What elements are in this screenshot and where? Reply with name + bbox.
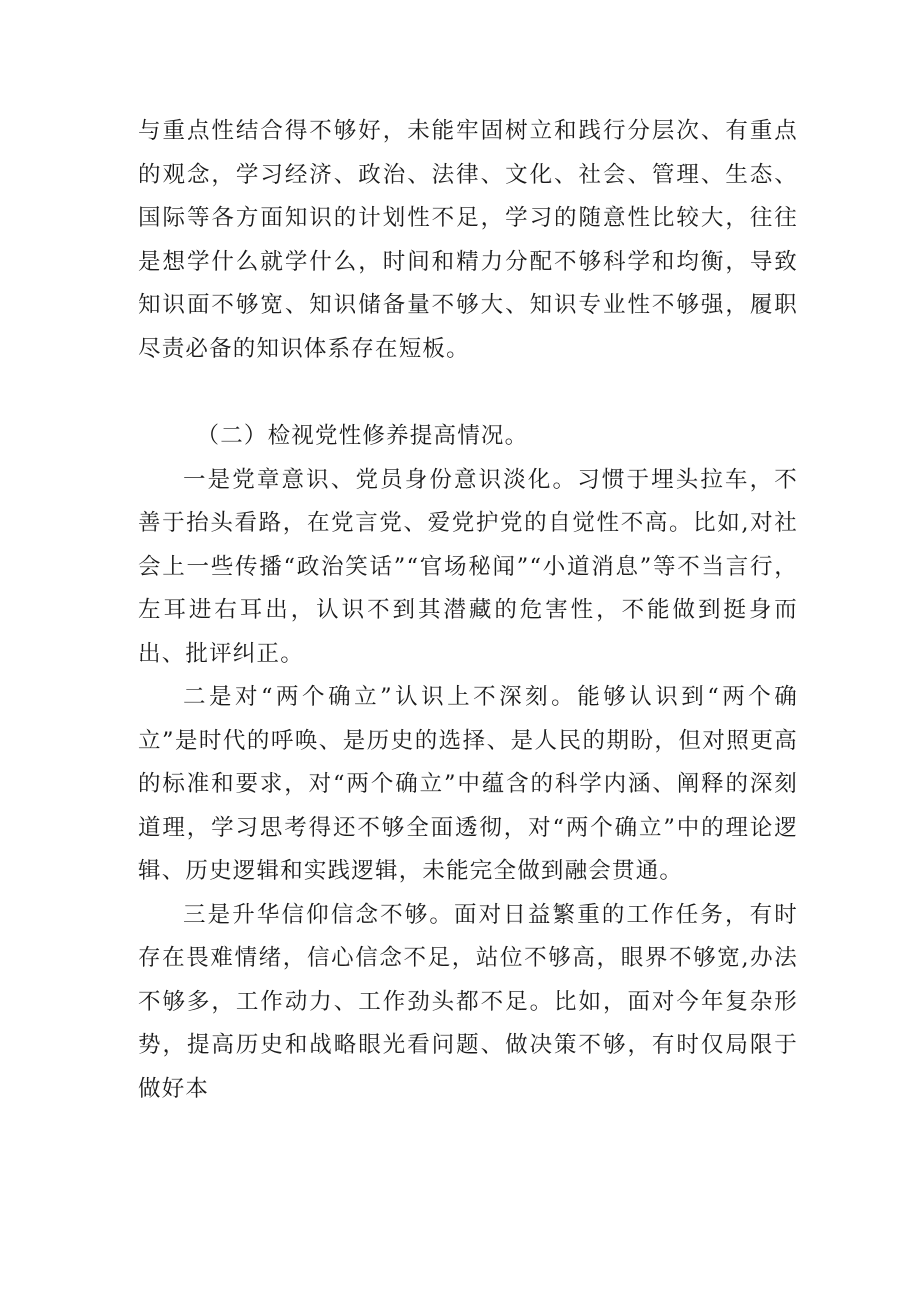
paragraph-faith-belief: 三是升华信仰信念不够。面对日益繁重的工作任务，有时存在畏难情绪，信心信念不足，站位不够高，眼界不够宽,办法不够多，工作动力、工作劲头都不足。比如，面对今年复杂形势，提高历史和战略眼光看问题、做决策不够，有时仅局限于做好本 xyxy=(138,901,798,1102)
paragraph-spacer xyxy=(138,371,798,415)
section-heading: （二）检视党性修养提高情况。 xyxy=(196,423,529,449)
paragraph-two-establishments: 二是对“两个确立”认识上不深刻。能够认识到“两个确立”是时代的呼唤、是历史的选择、是人民的期盼，但对照更高的标准和要求，对“两个确立”中蕴含的科学内涵、阐释的深刻道理，学习思考得还不够全面透彻，对“两个确立”中的理论逻辑、历史逻辑和实践逻辑，未能完全做到融会贯通。 xyxy=(138,684,798,884)
paragraph-continuation: 与重点性结合得不够好，未能牢固树立和践行分层次、有重点的观念，学习经济、政治、法律、文化、社会、管理、生态、国际等各方面知识的计划性不足，学习的随意性比较大，往往是想学什么就学什么，时间和精力分配不够科学和均衡，导致知识面不够宽、知识储备量不够大、知识专业性不够强，履职尽责必备的知识体系存在短板。 xyxy=(138,118,798,362)
paragraph-party-charter: 一是党章意识、党员身份意识淡化。习惯于埋头拉车，不善于抬头看路，在党言党、爱党护党的自觉性不高。比如,对社会上一些传播“政治笑话”“官场秘闻”“小道消息”等不当言行，左耳进右耳出，认识不到其潜藏的危害性，不能做到挺身而出、批评纠正。 xyxy=(138,466,798,667)
document-body xyxy=(138,110,798,1111)
